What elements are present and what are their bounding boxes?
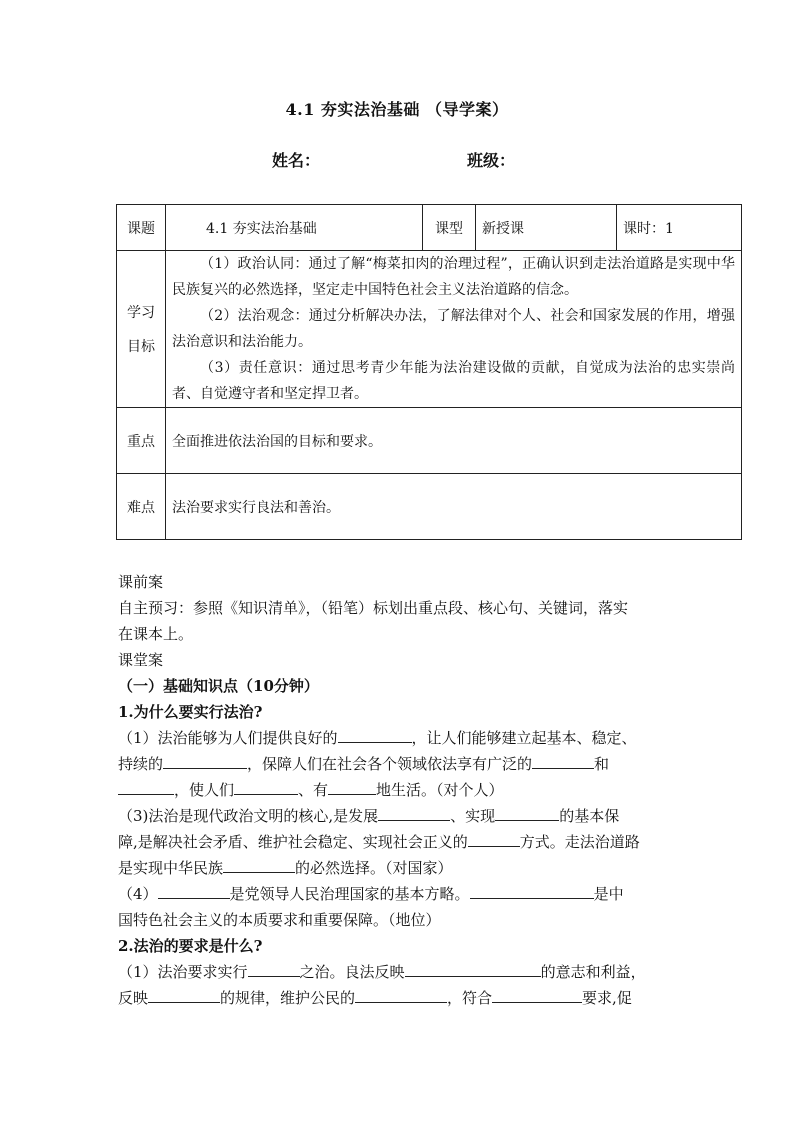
text-segment: 、有 — [298, 781, 329, 799]
text-segment: 反映 — [118, 989, 149, 1007]
hours-value: 课时：1 — [617, 205, 742, 251]
text-segment: 持续的 — [118, 755, 164, 773]
text-segment: 是党领导人民治理国家的基本方略。 — [229, 885, 470, 903]
key-point-value: 全面推进依法治国的目标和要求。 — [166, 408, 742, 474]
worksheet-body — [118, 569, 684, 1011]
answer-blank[interactable] — [492, 987, 582, 1003]
answer-blank[interactable] — [248, 961, 300, 977]
goals-content — [166, 251, 742, 408]
goals-label-line-1: 学习 — [127, 305, 155, 321]
fill-line — [118, 829, 684, 855]
answer-blank[interactable] — [378, 805, 450, 821]
document-title: 4.1 夯实法治基础 （导学案） — [285, 100, 509, 119]
inclass-heading: 课堂案 — [118, 651, 164, 669]
text-segment: ，保障人们在社会各个领域依法享有广泛的 — [247, 755, 533, 773]
fill-line: 国特色社会主义的本质要求和重要保障。（地位） — [118, 911, 441, 929]
answer-blank[interactable] — [118, 779, 174, 795]
text-segment: 的意志和利益， — [540, 963, 646, 981]
fill-line — [118, 803, 684, 829]
answer-blank[interactable] — [158, 883, 230, 899]
section-heading: （一）基础知识点（10分钟） — [118, 677, 319, 695]
text-segment: （1）法治能够为人们提供良好的 — [118, 729, 338, 747]
text-segment: 之治。良法反映 — [299, 963, 405, 981]
text-segment: 的必然选择。（对国家） — [295, 859, 453, 877]
topic-label: 课题 — [117, 205, 166, 251]
goals-label — [117, 251, 166, 408]
text-segment: ，符合 — [447, 989, 493, 1007]
answer-blank[interactable] — [338, 727, 412, 743]
preclass-heading: 课前案 — [118, 573, 164, 591]
topic-value: 4.1 夯实法治基础 — [166, 205, 423, 251]
answer-blank[interactable] — [223, 857, 295, 873]
text-segment: （3)法治是现代政治文明的核心,是发展 — [118, 807, 379, 825]
preview-instruction-line-2: 在课本上。 — [118, 625, 194, 643]
name-label: 姓名： — [272, 151, 321, 170]
difficult-point-label: 难点 — [117, 474, 166, 540]
text-segment: 是中 — [593, 885, 624, 903]
answer-blank[interactable] — [532, 753, 594, 769]
key-point-label: 重点 — [117, 408, 166, 474]
text-segment: 的基本保 — [559, 807, 620, 825]
text-segment: ，使人们 — [174, 781, 235, 799]
text-segment: 要求,促 — [582, 989, 632, 1007]
text-segment: 障,是解决社会矛盾、维护社会稳定、实现社会正义的 — [118, 833, 468, 851]
goals-label-line-2: 目标 — [127, 339, 155, 355]
text-segment: （4） — [118, 885, 158, 903]
text-segment: ，让人们能够建立起基本、稳定、 — [411, 729, 637, 747]
text-segment: 是实现中华民族 — [118, 859, 224, 877]
answer-blank[interactable] — [468, 831, 520, 847]
fill-line — [118, 985, 684, 1011]
fill-line — [118, 881, 684, 907]
question-heading-1: 1.为什么要实行法治? — [118, 703, 263, 721]
answer-blank[interactable] — [495, 805, 559, 821]
goal-item: （2）法治观念：通过分析解决办法，了解法律对个人、社会和国家发展的作用，增强法治意识和法治能力。 — [172, 308, 735, 350]
fill-line — [118, 725, 684, 751]
type-value: 新授课 — [476, 205, 617, 251]
goal-item: （1）政治认同：通过了解“梅菜扣肉的治理过程”，正确认识到走法治道路是实现中华民族复兴的必然选择，坚定走中国特色社会主义法治道路的信念。 — [172, 256, 735, 298]
class-label: 班级： — [467, 151, 516, 170]
text-segment: 、实现 — [450, 807, 496, 825]
answer-blank[interactable] — [405, 961, 541, 977]
fill-line — [118, 751, 684, 777]
fill-line — [118, 777, 684, 803]
type-label: 课型 — [423, 205, 476, 251]
preview-instruction-line-1: 自主预习：参照《知识清单》，（铅笔）标划出重点段、核心句、关键词，落实 — [118, 599, 629, 617]
text-segment: 和 — [594, 755, 610, 773]
text-segment: （1）法治要求实行 — [118, 963, 248, 981]
question-heading-2: 2.法治的要求是什么? — [118, 937, 263, 955]
text-segment: 地生活。（对个人） — [376, 781, 504, 799]
answer-blank[interactable] — [470, 883, 594, 899]
answer-blank[interactable] — [163, 753, 247, 769]
text-segment: 的规律，维护公民的 — [220, 989, 356, 1007]
fill-line — [118, 855, 684, 881]
answer-blank[interactable] — [148, 987, 220, 1003]
answer-blank[interactable] — [355, 987, 447, 1003]
text-segment: 方式。走法治道路 — [519, 833, 640, 851]
answer-blank[interactable] — [234, 779, 298, 795]
lesson-info-table — [116, 204, 742, 540]
difficult-point-value: 法治要求实行良法和善治。 — [166, 474, 742, 540]
answer-blank[interactable] — [328, 779, 376, 795]
goal-item: （3）责任意识：通过思考青少年能为法治建设做的贡献，自觉成为法治的忠实崇尚者、自觉遵守者和坚定捍卫者。 — [172, 360, 735, 402]
fill-line — [118, 959, 684, 985]
